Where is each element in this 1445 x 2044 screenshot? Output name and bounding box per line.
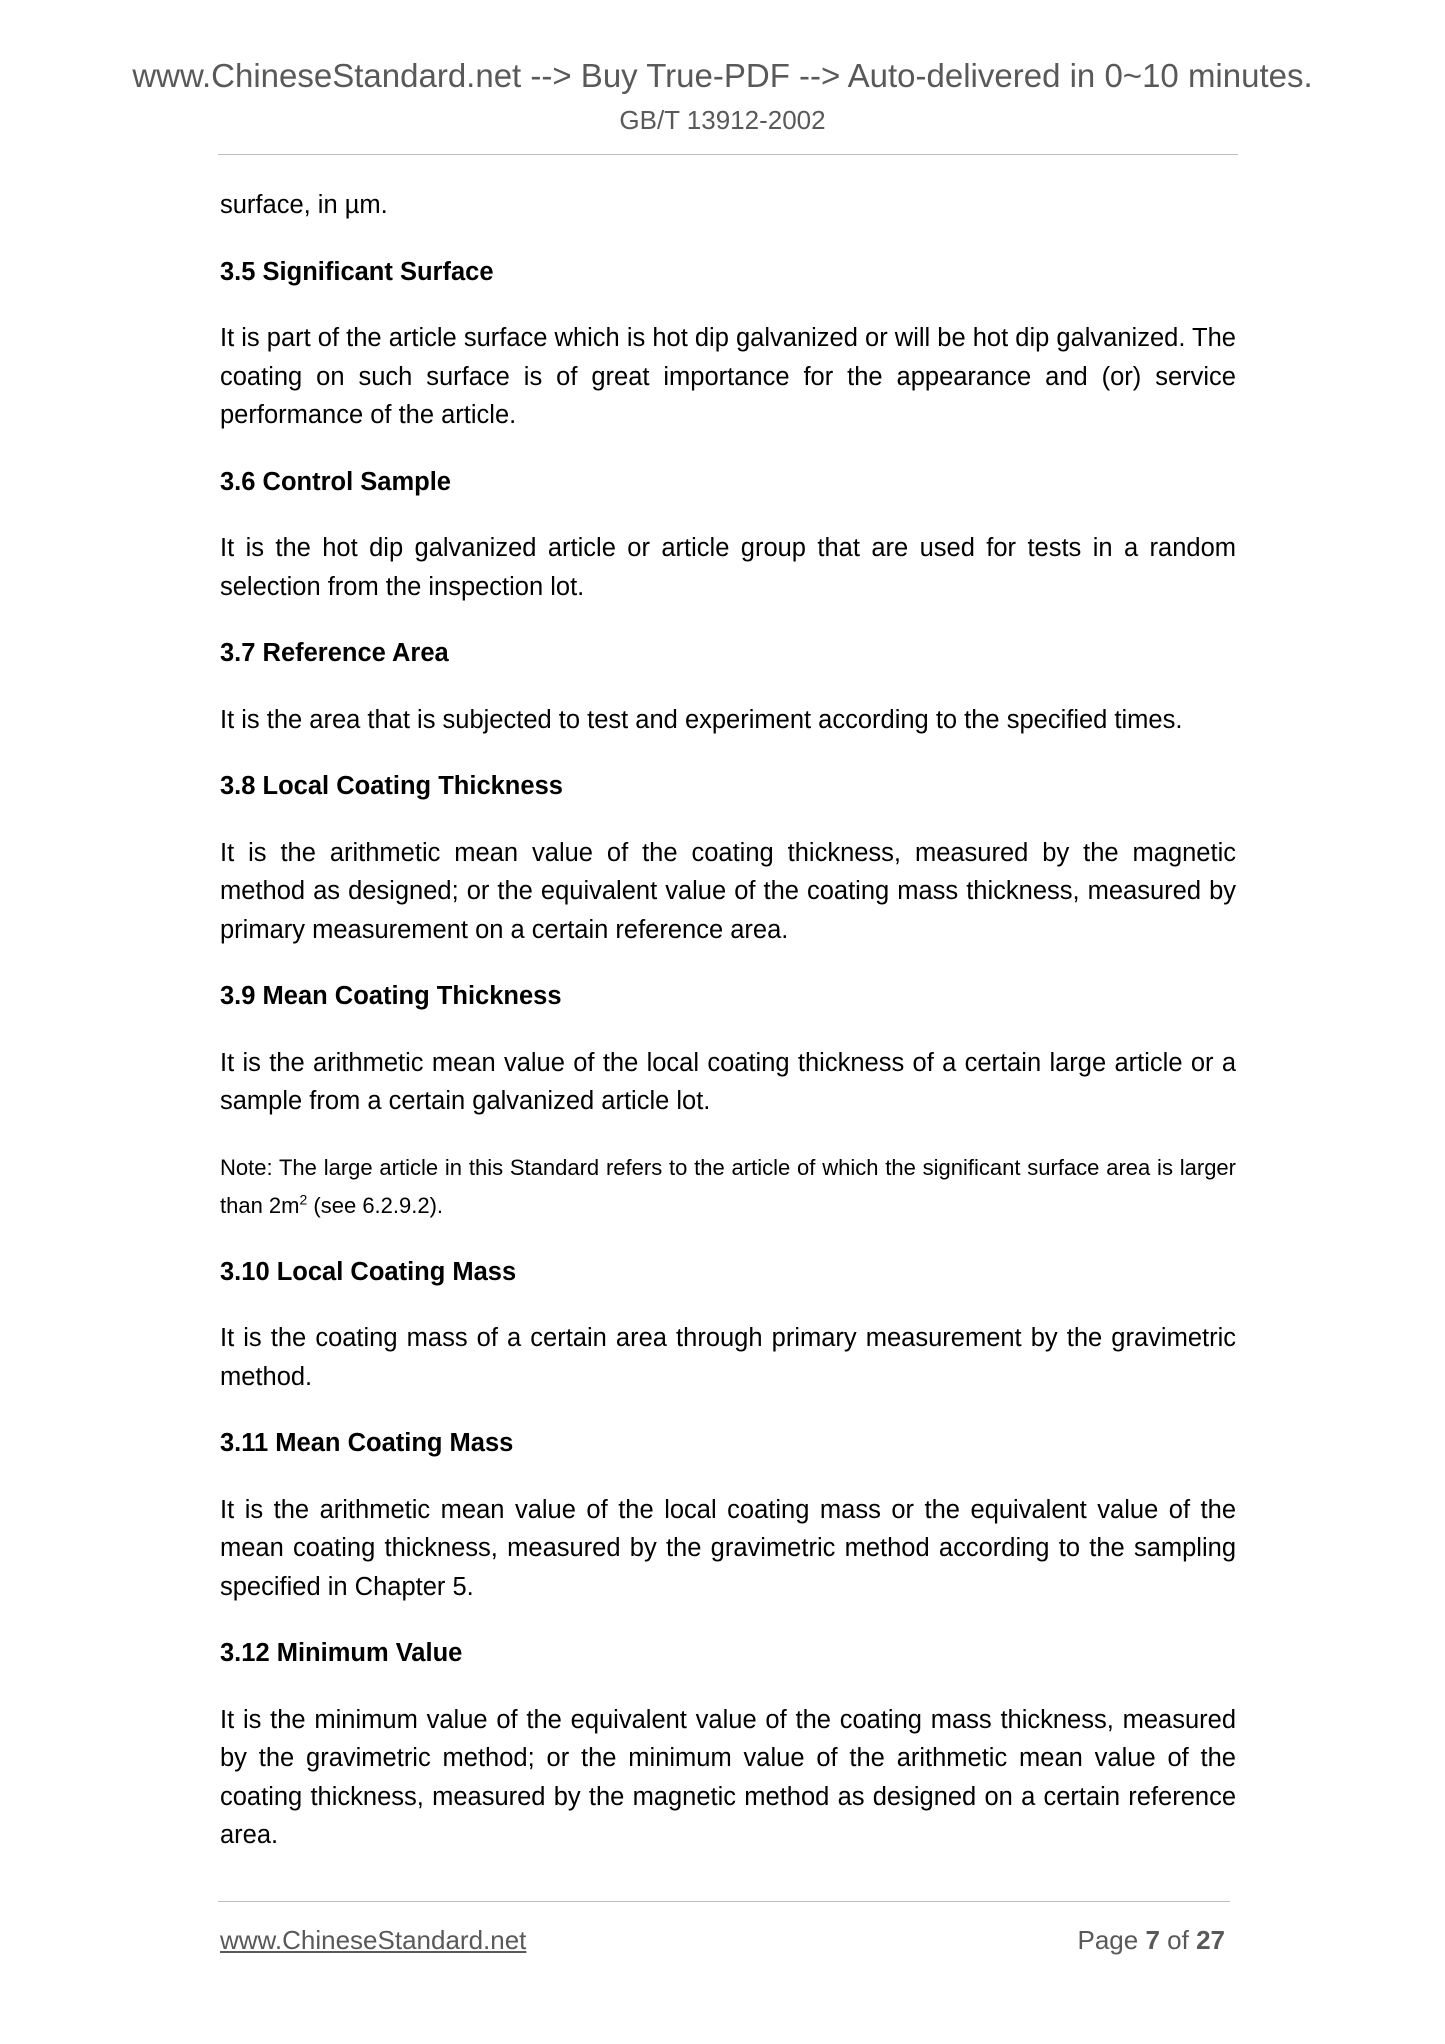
section-heading-3-10: 3.10 Local Coating Mass: [220, 1257, 517, 1286]
section-text-3-8: It is the arithmetic mean value of the coating thickness, measured by the magnetic method as designed; or the equivalent value of the coating mass thickness, measured by primary measurement on a certain reference area.: [220, 838, 1236, 944]
footer-link[interactable]: www.ChineseStandard.net: [220, 1925, 527, 1955]
section-text-3-5: It is part of the article surface which is hot dip galvanized or will be hot dip galvanized. The coating on such surface is of great importance for the appearance and (or) service performance of the article.: [220, 324, 1236, 429]
section-text-3-11: It is the arithmetic mean value of the local coating mass or the equivalent value of the mean coating thickness, measured by the gravimetric method according to the sampling specified in Chapter 5.: [220, 1495, 1236, 1601]
document-body: [220, 186, 1236, 1883]
standard-code: GB/T 13912-2002: [619, 105, 826, 135]
note-3-9: [220, 1149, 1236, 1225]
section-heading-3-12: 3.12 Minimum Value: [220, 1639, 463, 1667]
page-label: Page: [1077, 1925, 1139, 1955]
section-text-3-12: It is the minimum value of the equivalent value of the coating mass thickness, measured by the gravimetric method; or the minimum value of the arithmetic mean value of the coating thickness, measured by the magnetic method as designed on a certain reference area.: [220, 1705, 1236, 1849]
footer-divider: [218, 1901, 1230, 1902]
page-of: of: [1167, 1925, 1189, 1955]
note-superscript: 2: [299, 1191, 308, 1208]
page-number: [1077, 1924, 1225, 1956]
section-heading-3-6: 3.6 Control Sample: [220, 467, 451, 496]
section-heading-3-9: 3.9 Mean Coating Thickness: [220, 982, 562, 1010]
section-text-3-6: It is the hot dip galvanized article or article group that are used for tests in a random selection from the inspection lot.: [220, 534, 1236, 601]
page-current: 7: [1145, 1925, 1160, 1955]
section-text-3-7: It is the area that is subjected to test and experiment according to the specified times.: [220, 705, 1183, 734]
note-text-start: Note: The large article in this Standard refers to the article of which the significant surface area is larger than 2m: [220, 1154, 1236, 1218]
note-text-end: (see 6.2.9.2).: [307, 1192, 444, 1218]
section-heading-3-7: 3.7 Reference Area: [220, 639, 449, 667]
section-heading-3-11: 3.11 Mean Coating Mass: [220, 1429, 514, 1457]
section-heading-3-5: 3.5 Significant Surface: [220, 257, 494, 286]
section-text-3-9: It is the arithmetic mean value of the local coating thickness of a certain large article or a sample from a certain galvanized article lot.: [220, 1048, 1236, 1115]
page-total: 27: [1196, 1925, 1225, 1955]
section-heading-3-8: 3.8 Local Coating Thickness: [220, 772, 563, 800]
section-text-3-10: It is the coating mass of a certain area through primary measurement by the gravimetric method.: [220, 1324, 1236, 1391]
continued-paragraph: surface, in µm.: [220, 191, 388, 219]
site-banner[interactable]: www.ChineseStandard.net --> Buy True-PDF --> Auto-delivered in 0~10 minutes.: [132, 57, 1313, 94]
header-divider: [218, 154, 1238, 155]
